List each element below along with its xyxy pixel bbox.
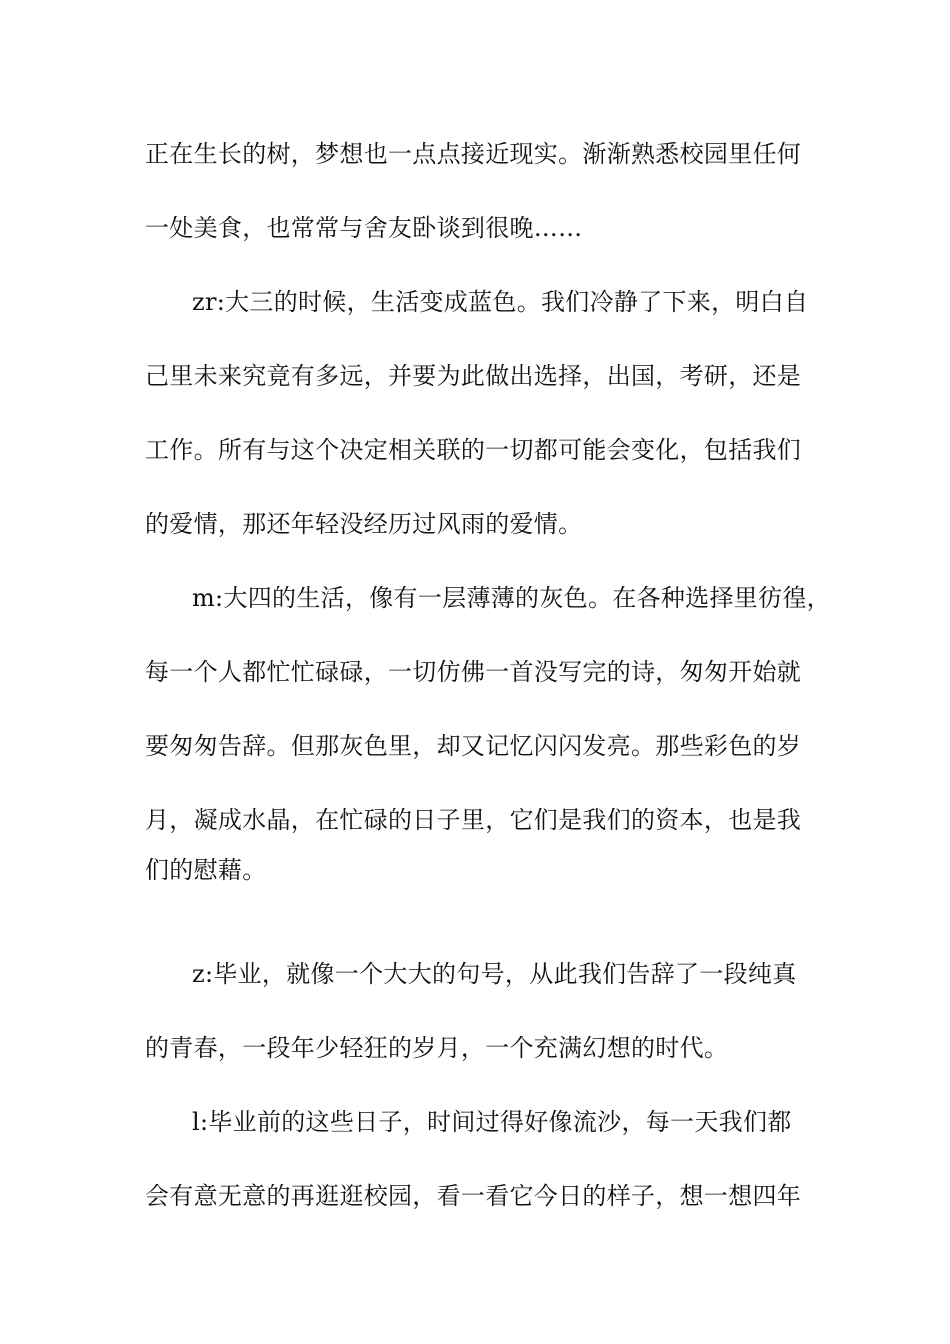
paragraph-start-line: m:大四的生活，像有一层薄薄的灰色。在各种选择里彷徨， [192,584,831,612]
paragraph-start-line: z:毕业，就像一个大大的句号，从此我们告辞了一段纯真 [192,960,797,988]
paragraph-start-line: zr:大三的时候，生活变成蓝色。我们冷静了下来，明白自 [192,288,809,316]
paragraph-start-line: l:毕业前的这些日子，时间过得好像流沙，每一天我们都 [192,1108,792,1136]
text-line: 的青春，一段年少轻狂的岁月，一个充满幻想的时代。 [145,1034,729,1062]
text-line: 会有意无意的再逛逛校园，看一看它今日的样子，想一想四年 [145,1182,802,1210]
text-line: 己里未来究竟有多远，并要为此做出选择，出国，考研，还是 [145,362,802,390]
text-line: 要匆匆告辞。但那灰色里，却又记忆闪闪发亮。那些彩色的岁 [145,732,802,760]
text-line: 的爱情，那还年轻没经历过风雨的爱情。 [145,510,583,538]
text-line: 每一个人都忙忙碌碌，一切仿佛一首没写完的诗，匆匆开始就 [145,658,802,686]
text-line: 月，凝成水晶，在忙碌的日子里，它们是我们的资本，也是我 [145,806,802,834]
text-line: 正在生长的树，梦想也一点点接近现实。渐渐熟悉校园里任何 [145,140,802,168]
text-line: 一处美食，也常常与舍友卧谈到很晚…… [145,214,583,242]
text-line: 工作。所有与这个决定相关联的一切都可能会变化，包括我们 [145,436,802,464]
text-line: 们的慰藉。 [145,856,267,884]
